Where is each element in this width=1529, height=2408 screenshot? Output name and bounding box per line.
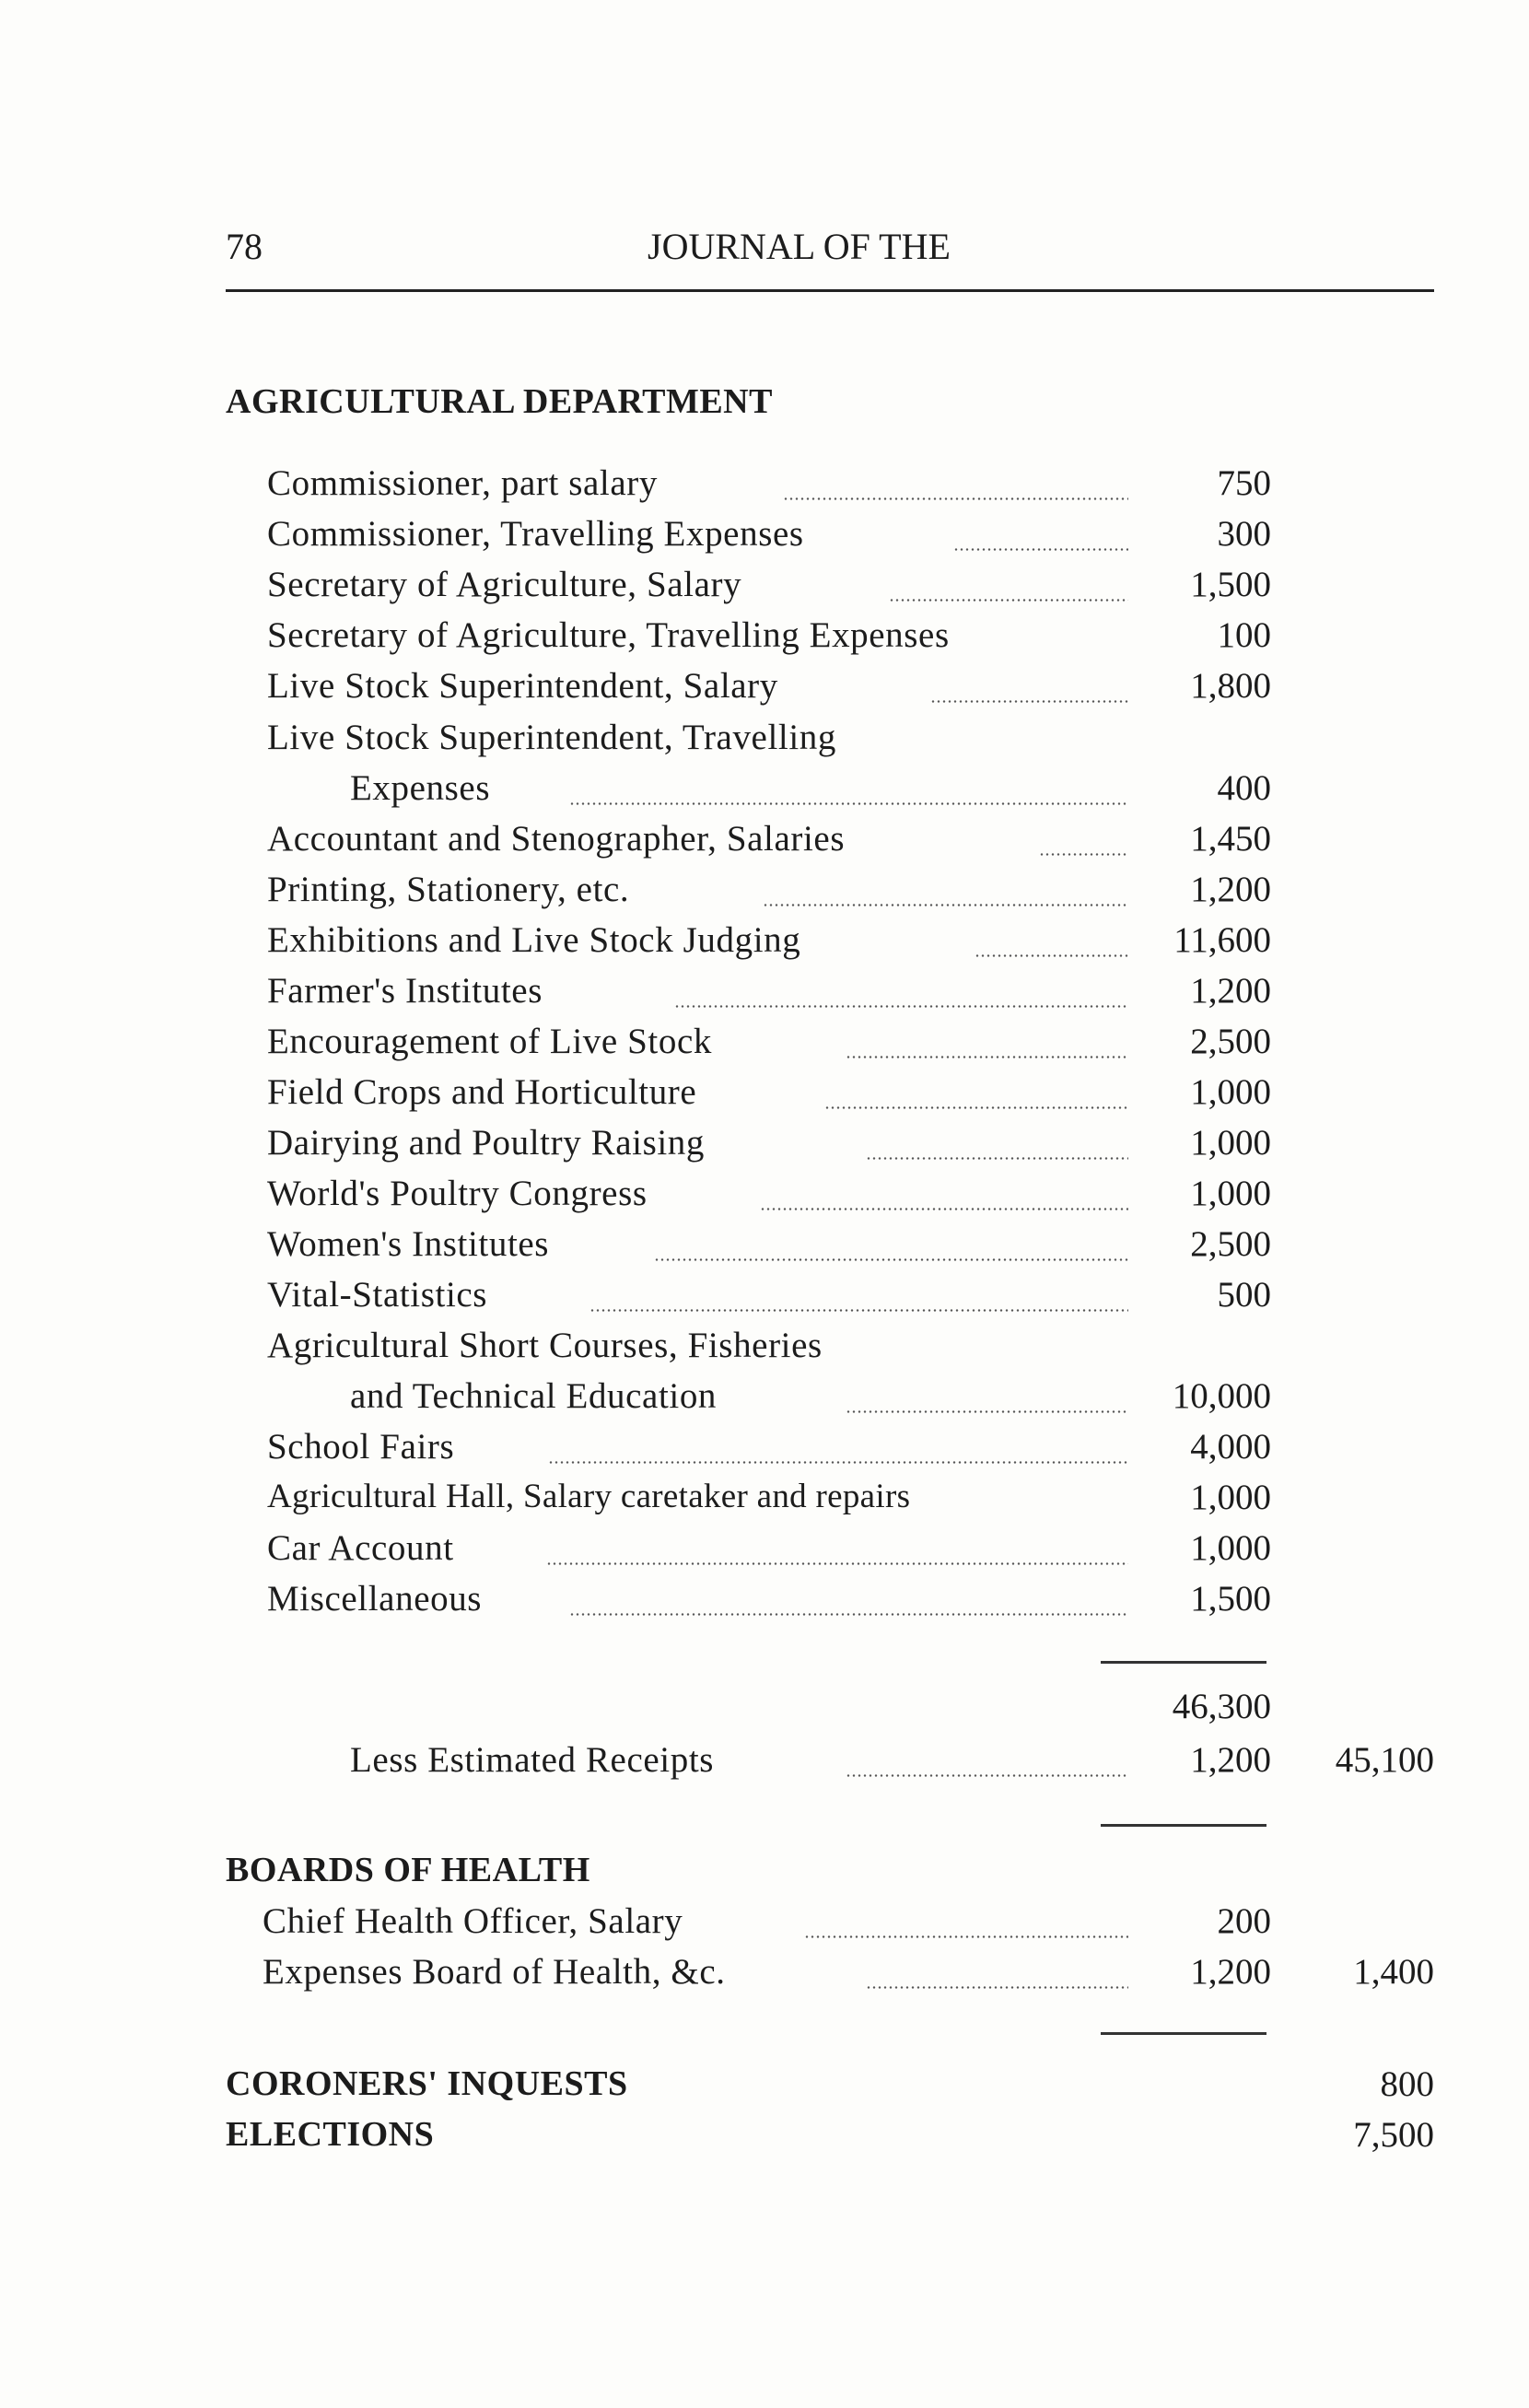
- list-item: [0, 919, 1529, 971]
- item-label: Vital-Statistics: [267, 1275, 488, 1315]
- dot-leader: [866, 1157, 1128, 1160]
- less-receipts-row: [0, 1739, 1529, 1791]
- dot-leader: [1039, 853, 1128, 856]
- less-receipts-label: Less Estimated Receipts: [350, 1740, 715, 1780]
- item-label: Secretary of Agriculture, Travelling Expenses: [267, 615, 950, 655]
- coroners-row: [0, 2063, 1529, 2115]
- dot-leader: [975, 954, 1128, 957]
- page-number: 78: [226, 226, 263, 267]
- list-item: [0, 1951, 1529, 2003]
- list-item: [0, 1173, 1529, 1224]
- item-label: Expenses Board of Health, &c.: [263, 1952, 726, 1992]
- dot-leader: [866, 1986, 1128, 1989]
- dot-leader: [846, 1774, 1128, 1777]
- item-amount: 200: [1217, 1901, 1271, 1941]
- item-amount: 1,500: [1190, 565, 1271, 604]
- sum-rule: [1101, 1824, 1266, 1827]
- section-total: 7,500: [1353, 2115, 1434, 2155]
- list-item: [0, 564, 1529, 615]
- item-amount: 1,000: [1190, 1174, 1271, 1213]
- list-item: [0, 1900, 1529, 1952]
- dot-leader: [760, 1208, 1128, 1210]
- item-amount: 1,450: [1190, 819, 1271, 859]
- dot-leader: [569, 1613, 1128, 1616]
- dot-leader: [548, 1461, 1128, 1464]
- item-amount: 1,500: [1190, 1579, 1271, 1619]
- item-label: Commissioner, part salary: [267, 463, 658, 503]
- subtotal-row: [0, 1686, 1529, 1737]
- dot-leader: [824, 1106, 1128, 1109]
- item-label: Commissioner, Travelling Expenses: [267, 514, 804, 554]
- list-item: [0, 818, 1529, 870]
- dot-leader: [569, 802, 1128, 805]
- item-amount: 300: [1217, 514, 1271, 554]
- item-label: Miscellaneous: [267, 1579, 483, 1619]
- section-total: 1,400: [1353, 1952, 1434, 1992]
- item-amount: 1,000: [1190, 1123, 1271, 1163]
- item-amount: 1,000: [1190, 1072, 1271, 1112]
- list-item: [0, 1578, 1529, 1630]
- item-amount: 2,500: [1190, 1022, 1271, 1061]
- item-amount: 750: [1217, 463, 1271, 503]
- section-heading-agricultural: AGRICULTURAL DEPARTMENT: [226, 382, 773, 421]
- list-item: [0, 970, 1529, 1022]
- list-item: [0, 1122, 1529, 1174]
- list-item: [0, 767, 1529, 819]
- item-label: Secretary of Agriculture, Salary: [267, 565, 742, 604]
- item-label: Farmer's Institutes: [267, 971, 543, 1011]
- dot-leader: [546, 1562, 1128, 1565]
- dot-leader: [763, 904, 1128, 906]
- net-total: 45,100: [1335, 1740, 1434, 1780]
- item-amount: 1,000: [1190, 1528, 1271, 1568]
- item-label: Car Account: [267, 1528, 454, 1568]
- dot-leader: [589, 1309, 1128, 1312]
- subtotal-amount: 46,300: [1172, 1687, 1271, 1726]
- dot-leader: [654, 1258, 1128, 1261]
- list-item: [0, 1426, 1529, 1478]
- item-label: Agricultural Short Courses, Fisheries: [267, 1326, 823, 1365]
- section-heading-coroners: CORONERS' INQUESTS: [226, 2064, 628, 2103]
- dot-leader: [889, 599, 1128, 602]
- list-item: [0, 462, 1529, 514]
- elections-row: [0, 2114, 1529, 2166]
- list-item: [0, 869, 1529, 920]
- item-label: Women's Institutes: [267, 1224, 550, 1264]
- item-amount: 400: [1217, 768, 1271, 808]
- item-amount: 100: [1217, 615, 1271, 655]
- sum-rule: [1101, 2032, 1266, 2035]
- list-item: [0, 614, 1529, 666]
- section-total: 800: [1380, 2064, 1434, 2104]
- sum-rule: [1101, 1661, 1266, 1664]
- item-label: Printing, Stationery, etc.: [267, 870, 630, 909]
- dot-leader: [930, 700, 1128, 703]
- list-item: [0, 1527, 1529, 1579]
- item-amount: 1,200: [1190, 971, 1271, 1011]
- list-item: [0, 665, 1529, 717]
- item-label: Agricultural Hall, Salary caretaker and repairs: [267, 1478, 911, 1515]
- item-label: and Technical Education: [350, 1376, 718, 1416]
- item-amount: 2,500: [1190, 1224, 1271, 1264]
- section-heading-elections: ELECTIONS: [226, 2115, 435, 2154]
- list-item: [0, 1477, 1529, 1528]
- item-amount: 10,000: [1172, 1376, 1271, 1416]
- list-item: [0, 717, 1529, 768]
- list-item: [0, 1375, 1529, 1427]
- list-item: [0, 1071, 1529, 1123]
- item-label: Live Stock Superintendent, Salary: [267, 666, 778, 706]
- dot-leader: [783, 497, 1128, 500]
- dot-leader: [846, 1410, 1128, 1413]
- item-label: Live Stock Superintendent, Travelling: [267, 718, 836, 757]
- list-item: [0, 1325, 1529, 1376]
- running-title: JOURNAL OF THE: [648, 226, 951, 267]
- item-label: Field Crops and Horticulture: [267, 1072, 697, 1112]
- list-item: [0, 1274, 1529, 1326]
- item-amount: 1,200: [1190, 870, 1271, 909]
- item-label: Expenses: [350, 768, 491, 808]
- list-item: [0, 1021, 1529, 1072]
- item-label: Exhibitions and Live Stock Judging: [267, 920, 801, 960]
- item-label: Dairying and Poultry Raising: [267, 1123, 706, 1163]
- list-item: [0, 513, 1529, 565]
- item-label: School Fairs: [267, 1427, 455, 1467]
- item-amount: 1,000: [1190, 1478, 1271, 1517]
- dot-leader: [953, 548, 1128, 551]
- item-amount: 1,800: [1190, 666, 1271, 706]
- less-receipts-amount: 1,200: [1190, 1740, 1271, 1780]
- dot-leader: [846, 1056, 1128, 1058]
- item-label: Chief Health Officer, Salary: [263, 1901, 683, 1941]
- item-label: World's Poultry Congress: [267, 1174, 648, 1213]
- list-item: [0, 1223, 1529, 1275]
- item-amount: 500: [1217, 1275, 1271, 1315]
- item-amount: 1,200: [1190, 1952, 1271, 1992]
- item-label: Accountant and Stenographer, Salaries: [267, 819, 846, 859]
- dot-leader: [804, 1935, 1128, 1938]
- dot-leader: [674, 1005, 1128, 1008]
- item-amount: 11,600: [1173, 920, 1271, 960]
- item-label: Encouragement of Live Stock: [267, 1022, 712, 1061]
- item-amount: 4,000: [1190, 1427, 1271, 1467]
- header-rule: [226, 289, 1434, 292]
- section-heading-health: BOARDS OF HEALTH: [226, 1851, 590, 1889]
